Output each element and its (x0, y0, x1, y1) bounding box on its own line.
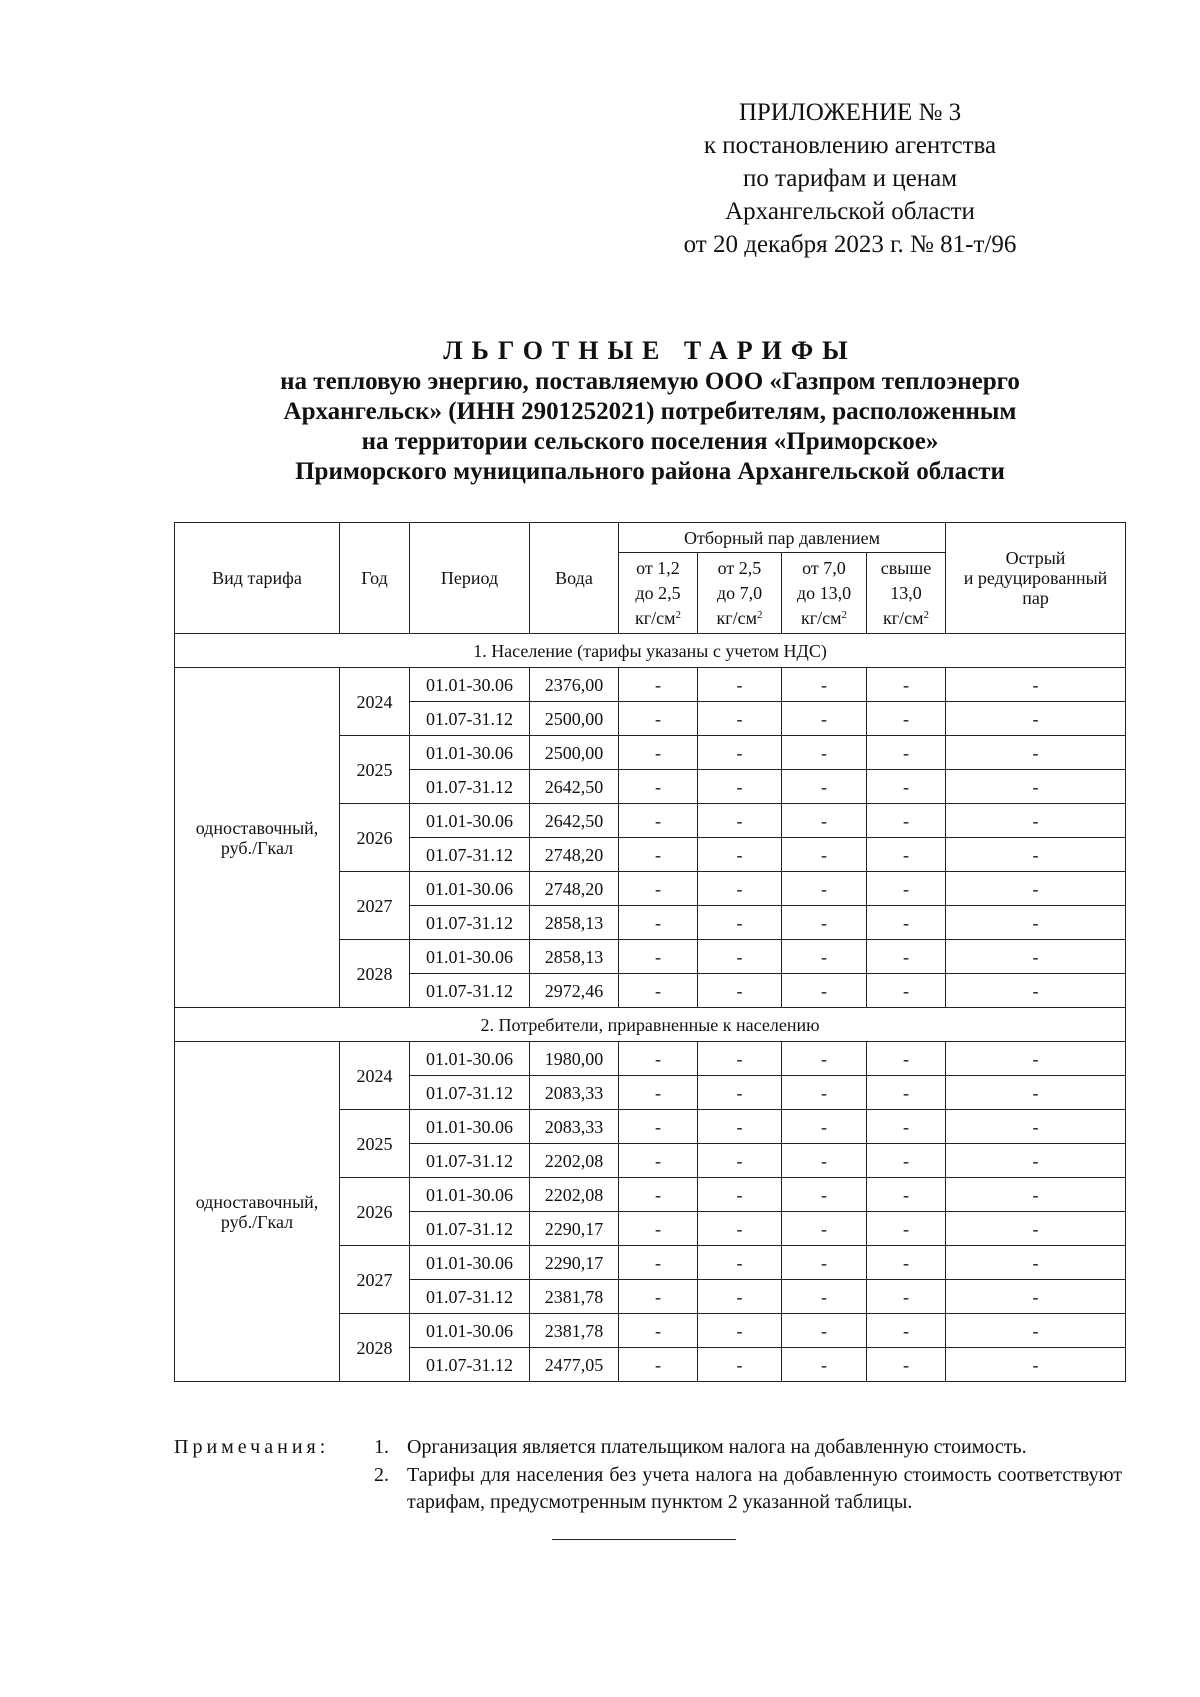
tariff-type-cell (175, 668, 340, 1008)
sharp-steam-value-cell: - (946, 1314, 1126, 1348)
tariff-type-unit: руб./Гкал (220, 1211, 294, 1232)
pressure-2-value-cell: - (698, 1144, 782, 1178)
sharp-steam-value-cell: - (946, 1212, 1126, 1246)
pressure-2-value-cell: - (698, 1042, 782, 1076)
pressure-3-value-cell: - (782, 736, 867, 770)
pressure-1-value-cell: - (619, 1178, 698, 1212)
period-cell: 01.01-30.06 (410, 1246, 530, 1280)
appendix-date: от 20 декабря 2023 г. № 81-т/96 (683, 231, 1017, 258)
pressure-to: 13,0 (890, 582, 922, 603)
pressure-unit: кг/см (800, 607, 842, 628)
water-value-cell: 2083,33 (530, 1110, 619, 1144)
pressure-4-value-cell: - (867, 1280, 946, 1314)
sharp-steam-value-cell: - (946, 1110, 1126, 1144)
water-value-cell: 2381,78 (530, 1280, 619, 1314)
year-cell: 2026 (340, 804, 410, 872)
unit-exponent: 2 (675, 608, 681, 621)
pressure-1-value-cell: - (619, 1042, 698, 1076)
water-value-cell: 2202,08 (530, 1144, 619, 1178)
water-value-cell: 2500,00 (530, 736, 619, 770)
pressure-1-value-cell: - (619, 702, 698, 736)
pressure-2-value-cell: - (698, 770, 782, 804)
period-cell: 01.01-30.06 (410, 804, 530, 838)
tariff-type-line: одноставочный, (195, 817, 319, 838)
year-cell: 2028 (340, 1314, 410, 1382)
pressure-1-value-cell: - (619, 838, 698, 872)
period-cell: 01.01-30.06 (410, 1042, 530, 1076)
pressure-to: до 2,5 (635, 582, 681, 603)
pressure-3-value-cell: - (782, 1144, 867, 1178)
unit-exponent: 2 (841, 608, 847, 621)
pressure-2-value-cell: - (698, 872, 782, 906)
sharp-steam-value-cell: - (946, 1042, 1126, 1076)
pressure-3-value-cell: - (782, 1212, 867, 1246)
document-title (170, 336, 1130, 487)
water-value-cell: 2858,13 (530, 906, 619, 940)
pressure-1-value-cell: - (619, 1280, 698, 1314)
pressure-4-value-cell: - (867, 1348, 946, 1382)
pressure-2-value-cell: - (698, 940, 782, 974)
pressure-2-value-cell: - (698, 1246, 782, 1280)
title-line: на тепловую энергию, поставляемую ООО «Газпром теплоэнерго (280, 368, 1020, 395)
pressure-to: до 13,0 (796, 582, 852, 603)
pressure-1-value-cell: - (619, 872, 698, 906)
sharp-steam-value-cell: - (946, 1348, 1126, 1382)
sharp-steam-value-cell: - (946, 940, 1126, 974)
section-title: 2. Потребители, приравненные к населению (175, 1008, 1126, 1042)
note-number: 1. (374, 1436, 389, 1458)
pressure-1-value-cell: - (619, 906, 698, 940)
period-cell: 01.07-31.12 (410, 702, 530, 736)
pressure-2-value-cell: - (698, 736, 782, 770)
header-sharp-line: и редуцированный (963, 568, 1108, 588)
pressure-4-value-cell: - (867, 1076, 946, 1110)
header-period: Период (410, 523, 530, 634)
pressure-3-value-cell: - (782, 1178, 867, 1212)
water-value-cell: 2642,50 (530, 770, 619, 804)
pressure-1-value-cell: - (619, 1076, 698, 1110)
header-water: Вода (530, 523, 619, 634)
pressure-2-value-cell: - (698, 1348, 782, 1382)
pressure-2-value-cell: - (698, 1076, 782, 1110)
tariff-type-line: одноставочный, (195, 1191, 319, 1212)
title-heading: ЛЬГОТНЫЕ ТАРИФЫ (443, 336, 857, 365)
closing-rule (552, 1539, 736, 1540)
year-cell: 2024 (340, 1042, 410, 1110)
period-cell: 01.01-30.06 (410, 1110, 530, 1144)
sharp-steam-value-cell: - (946, 1076, 1126, 1110)
pressure-2-value-cell: - (698, 668, 782, 702)
pressure-3-value-cell: - (782, 940, 867, 974)
pressure-unit: кг/см (716, 607, 757, 628)
appendix-number: ПРИЛОЖЕНИЕ № 3 (738, 99, 962, 126)
sharp-steam-value-cell: - (946, 872, 1126, 906)
pressure-1-value-cell: - (619, 940, 698, 974)
header-year: Год (340, 523, 410, 634)
water-value-cell: 2858,13 (530, 940, 619, 974)
pressure-4-value-cell: - (867, 940, 946, 974)
sharp-steam-value-cell: - (946, 974, 1126, 1008)
tariff-type-cell (175, 1042, 340, 1382)
sharp-steam-value-cell: - (946, 1280, 1126, 1314)
header-selected-steam: Отборный пар давлением (619, 523, 946, 553)
pressure-1-value-cell: - (619, 736, 698, 770)
pressure-4-value-cell: - (867, 1314, 946, 1348)
pressure-unit: кг/см (634, 607, 676, 628)
pressure-4-value-cell: - (867, 1178, 946, 1212)
tariffs-table (174, 522, 1126, 1382)
table-body (175, 634, 1126, 1382)
year-cell: 2028 (340, 940, 410, 1008)
water-value-cell: 2500,00 (530, 702, 619, 736)
period-cell: 01.07-31.12 (410, 1348, 530, 1382)
pressure-3-value-cell: - (782, 838, 867, 872)
pressure-1-value-cell: - (619, 1144, 698, 1178)
pressure-3-value-cell: - (782, 872, 867, 906)
year-cell: 2024 (340, 668, 410, 736)
water-value-cell: 2477,05 (530, 1348, 619, 1382)
title-line: Приморского муниципального района Архангельской области (295, 458, 1005, 485)
period-cell: 01.07-31.12 (410, 974, 530, 1008)
title-line: на территории сельского поселения «Приморское» (361, 428, 939, 455)
pressure-1-value-cell: - (619, 1110, 698, 1144)
period-cell: 01.07-31.12 (410, 770, 530, 804)
pressure-4-value-cell: - (867, 736, 946, 770)
pressure-from: от 7,0 (802, 557, 846, 578)
year-cell: 2025 (340, 1110, 410, 1178)
tariff-type-unit: руб./Гкал (220, 837, 294, 858)
header-pressure-1 (619, 553, 698, 634)
water-value-cell: 2202,08 (530, 1178, 619, 1212)
pressure-1-value-cell: - (619, 804, 698, 838)
pressure-unit: кг/см (883, 607, 924, 628)
sharp-steam-value-cell: - (946, 804, 1126, 838)
sharp-steam-value-cell: - (946, 668, 1126, 702)
period-cell: 01.07-31.12 (410, 906, 530, 940)
year-cell: 2025 (340, 736, 410, 804)
pressure-4-value-cell: - (867, 872, 946, 906)
pressure-2-value-cell: - (698, 702, 782, 736)
water-value-cell: 2376,00 (530, 668, 619, 702)
pressure-4-value-cell: - (867, 804, 946, 838)
pressure-3-value-cell: - (782, 702, 867, 736)
water-value-cell: 1980,00 (530, 1042, 619, 1076)
section-title: 1. Население (тарифы указаны с учетом НДС) (175, 634, 1126, 668)
pressure-to: до 7,0 (716, 582, 763, 603)
note-number: 2. (374, 1464, 389, 1486)
unit-exponent: 2 (923, 608, 930, 621)
pressure-1-value-cell: - (619, 1314, 698, 1348)
sharp-steam-value-cell: - (946, 1246, 1126, 1280)
header-pressure-2 (698, 553, 782, 634)
year-cell: 2027 (340, 1246, 410, 1314)
note-text: Организация является плательщиком налога на добавленную стоимость. (407, 1436, 1027, 1458)
pressure-1-value-cell: - (619, 770, 698, 804)
sharp-steam-value-cell: - (946, 770, 1126, 804)
water-value-cell: 2642,50 (530, 804, 619, 838)
pressure-1-value-cell: - (619, 668, 698, 702)
water-value-cell: 2972,46 (530, 974, 619, 1008)
header-tariff-type: Вид тарифа (175, 523, 340, 634)
pressure-3-value-cell: - (782, 1280, 867, 1314)
pressure-2-value-cell: - (698, 1212, 782, 1246)
year-cell: 2027 (340, 872, 410, 940)
pressure-2-value-cell: - (698, 1110, 782, 1144)
pressure-3-value-cell: - (782, 1076, 867, 1110)
year-cell: 2026 (340, 1178, 410, 1246)
pressure-3-value-cell: - (782, 770, 867, 804)
pressure-4-value-cell: - (867, 1144, 946, 1178)
period-cell: 01.01-30.06 (410, 1178, 530, 1212)
note-text: Тарифы для населения без учета налога на добавленную стоимость соответствуют тарифам, предусмотренным пунктом 2 указанной таблицы. (407, 1464, 1122, 1513)
pressure-4-value-cell: - (867, 1042, 946, 1076)
pressure-2-value-cell: - (698, 974, 782, 1008)
period-cell: 01.07-31.12 (410, 1280, 530, 1314)
period-cell: 01.01-30.06 (410, 1314, 530, 1348)
pressure-3-value-cell: - (782, 974, 867, 1008)
pressure-4-value-cell: - (867, 974, 946, 1008)
period-cell: 01.01-30.06 (410, 668, 530, 702)
pressure-from: от 2,5 (717, 557, 762, 578)
pressure-3-value-cell: - (782, 1314, 867, 1348)
water-value-cell: 2083,33 (530, 1076, 619, 1110)
pressure-4-value-cell: - (867, 1212, 946, 1246)
pressure-2-value-cell: - (698, 804, 782, 838)
pressure-4-value-cell: - (867, 770, 946, 804)
pressure-4-value-cell: - (867, 1110, 946, 1144)
header-sharp-steam (946, 523, 1126, 634)
pressure-4-value-cell: - (867, 1246, 946, 1280)
pressure-3-value-cell: - (782, 668, 867, 702)
period-cell: 01.01-30.06 (410, 736, 530, 770)
table-row (175, 668, 1126, 702)
pressure-3-value-cell: - (782, 804, 867, 838)
appendix-line: по тарифам и ценам (742, 165, 958, 192)
pressure-3-value-cell: - (782, 906, 867, 940)
title-line: Архангельск» (ИНН 2901252021) потребителям, расположенным (283, 398, 1017, 425)
pressure-3-value-cell: - (782, 1110, 867, 1144)
water-value-cell: 2748,20 (530, 838, 619, 872)
sharp-steam-value-cell: - (946, 1178, 1126, 1212)
pressure-2-value-cell: - (698, 906, 782, 940)
water-value-cell: 2381,78 (530, 1314, 619, 1348)
pressure-2-value-cell: - (698, 838, 782, 872)
sharp-steam-value-cell: - (946, 906, 1126, 940)
period-cell: 01.07-31.12 (410, 1076, 530, 1110)
pressure-from: свыше (880, 557, 932, 578)
header-sharp-line: пар (1022, 588, 1049, 608)
pressure-4-value-cell: - (867, 906, 946, 940)
sharp-steam-value-cell: - (946, 702, 1126, 736)
header-sharp-line: Острый (1005, 548, 1066, 568)
water-value-cell: 2290,17 (530, 1246, 619, 1280)
period-cell: 01.01-30.06 (410, 940, 530, 974)
pressure-from: от 1,2 (636, 557, 680, 578)
pressure-1-value-cell: - (619, 1348, 698, 1382)
pressure-2-value-cell: - (698, 1178, 782, 1212)
header-pressure-4 (867, 553, 946, 634)
pressure-4-value-cell: - (867, 838, 946, 872)
appendix-line: к постановлению агентства (703, 132, 997, 159)
appendix-block (640, 96, 1060, 261)
table-row (175, 1042, 1126, 1076)
sharp-steam-value-cell: - (946, 736, 1126, 770)
water-value-cell: 2748,20 (530, 872, 619, 906)
appendix-line: Архангельской области (725, 198, 975, 225)
water-value-cell: 2290,17 (530, 1212, 619, 1246)
period-cell: 01.07-31.12 (410, 838, 530, 872)
pressure-4-value-cell: - (867, 702, 946, 736)
pressure-3-value-cell: - (782, 1348, 867, 1382)
header-pressure-3 (782, 553, 867, 634)
pressure-1-value-cell: - (619, 974, 698, 1008)
period-cell: 01.01-30.06 (410, 872, 530, 906)
sharp-steam-value-cell: - (946, 838, 1126, 872)
pressure-2-value-cell: - (698, 1280, 782, 1314)
notes-label: Примечания: (174, 1436, 330, 1458)
unit-exponent: 2 (757, 608, 763, 621)
pressure-3-value-cell: - (782, 1042, 867, 1076)
pressure-1-value-cell: - (619, 1212, 698, 1246)
pressure-3-value-cell: - (782, 1246, 867, 1280)
period-cell: 01.07-31.12 (410, 1212, 530, 1246)
period-cell: 01.07-31.12 (410, 1144, 530, 1178)
pressure-2-value-cell: - (698, 1314, 782, 1348)
pressure-4-value-cell: - (867, 668, 946, 702)
sharp-steam-value-cell: - (946, 1144, 1126, 1178)
pressure-1-value-cell: - (619, 1246, 698, 1280)
